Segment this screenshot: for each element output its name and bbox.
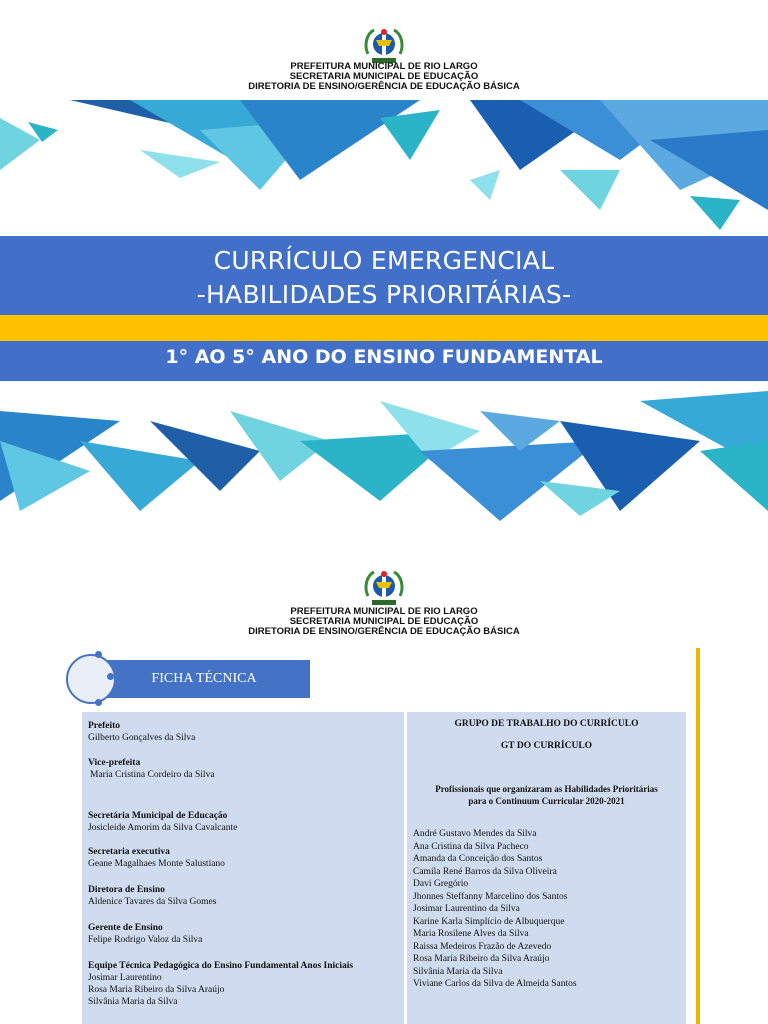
title-line-1: CURRÍCULO EMERGENCIAL [213, 246, 555, 275]
diretora-item [88, 884, 216, 908]
header-line-1: PREFEITURA MUNICIPAL DE RIO LARGO [290, 606, 478, 617]
prefeito-label: Prefeito [88, 721, 120, 731]
list-item: Maria Rosilene Alves da Silva [413, 929, 529, 939]
list-item: André Gustavo Mendes da Silva [413, 829, 537, 839]
executiva-label: Secretaria executiva [88, 847, 170, 857]
list-item: Jhonnes Steffanny Marcelino dos Santos [413, 891, 568, 902]
decorative-polygons-top [0, 100, 768, 236]
diretora-value: Aldenice Tavares da Silva Gomes [88, 897, 217, 907]
vice-value: Maria Cristina Cordeiro da Silva [90, 770, 215, 780]
equipe-item [88, 960, 353, 1008]
gerente-value: Felipe Rodrigo Valoz da Silva [88, 935, 203, 945]
header-line-2: SECRETARIA MUNICIPAL DE EDUCAÇÃO [289, 616, 479, 627]
prefeito-value: Gilberto Gonçalves da Silva [88, 733, 196, 743]
list-item: Karine Karla Simplício de Albuquerque [413, 916, 565, 927]
professionals-list [413, 828, 577, 991]
prefeito-item [88, 720, 195, 744]
equipe-member: Josimar Laurentino [88, 973, 162, 983]
list-item: Raissa Medeiros Frazão de Azevedo [413, 941, 552, 952]
executiva-item [88, 846, 225, 870]
dot-icon [107, 673, 114, 680]
list-item: Davi Gregório [413, 879, 469, 889]
list-item: Silvânia Maria da Silva [413, 966, 503, 977]
list-item: Josimar Laurentino da Silva [413, 904, 520, 914]
secretaria-item [88, 810, 237, 834]
header-line-1: PREFEITURA MUNICIPAL DE RIO LARGO [290, 61, 478, 72]
list-item: Camila René Barros da Silva Oliveira [413, 866, 557, 877]
subtitle: 1° AO 5° ANO DO ENSINO FUNDAMENTAL [165, 346, 603, 368]
ficha-tecnica-title: FICHA TÉCNICA [98, 660, 310, 698]
executiva-value: Geane Magalhaes Monte Salustiano [88, 859, 225, 869]
group-title: GRUPO DE TRABALHO DO CURRÍCULO [454, 719, 639, 729]
header-line-2: SECRETARIA MUNICIPAL DE EDUCAÇÃO [289, 71, 479, 82]
professionals-line-2: para o Continuum Curricular 2020-2021 [468, 796, 625, 806]
list-item: Rosa Maria Ribeiro da Silva Araújo [413, 954, 550, 964]
equipe-label: Equipe Técnica Pedagógica do Ensino Fundamental Anos Iniciais [88, 961, 354, 971]
dot-icon [95, 699, 102, 706]
rio-largo-seal-icon [362, 566, 406, 610]
gerente-item [88, 922, 202, 946]
decorative-polygons-bottom [0, 381, 768, 521]
title-line-2: -HABILIDADES PRIORITÁRIAS- [196, 280, 572, 309]
professionals-line-1: Profissionais que organizaram as Habilidades Prioritárias [435, 784, 658, 794]
equipe-member: Rosa Maria Ribeiro da Silva Araújo [88, 985, 225, 995]
vice-label: Vice-prefeita [88, 758, 141, 768]
diretora-label: Diretora de Ensino [88, 885, 165, 895]
list-item: Ana Cristina da Silva Pacheco [413, 841, 529, 852]
header-line-3: DIRETORIA DE ENSINO/GERÊNCIA DE EDUCAÇÃO BÁSICA [248, 81, 520, 92]
equipe-member: Silvânia Maria da Silva [88, 997, 178, 1007]
header-block [0, 62, 768, 92]
vice-item [88, 757, 215, 781]
secretaria-value: Josicleide Amorim da Silva Cavalcante [88, 823, 238, 833]
secretaria-label: Secretária Municipal de Educação [88, 811, 228, 821]
gt-title: GT DO CURRÍCULO [500, 741, 593, 751]
gold-vertical-rule [696, 648, 700, 1024]
header-line-3: DIRETORIA DE ENSINO/GERÊNCIA DE EDUCAÇÃO BÁSICA [248, 626, 520, 637]
professionals-heading [407, 783, 686, 807]
dot-icon [95, 651, 102, 658]
accent-gold-band [0, 315, 768, 341]
list-item: Viviane Carlos da Silva de Almeida Santos [413, 979, 577, 989]
header-block [0, 607, 768, 637]
list-item: Amanda da Conceição dos Santos [413, 854, 543, 864]
gerente-label: Gerente de Ensino [88, 923, 163, 933]
